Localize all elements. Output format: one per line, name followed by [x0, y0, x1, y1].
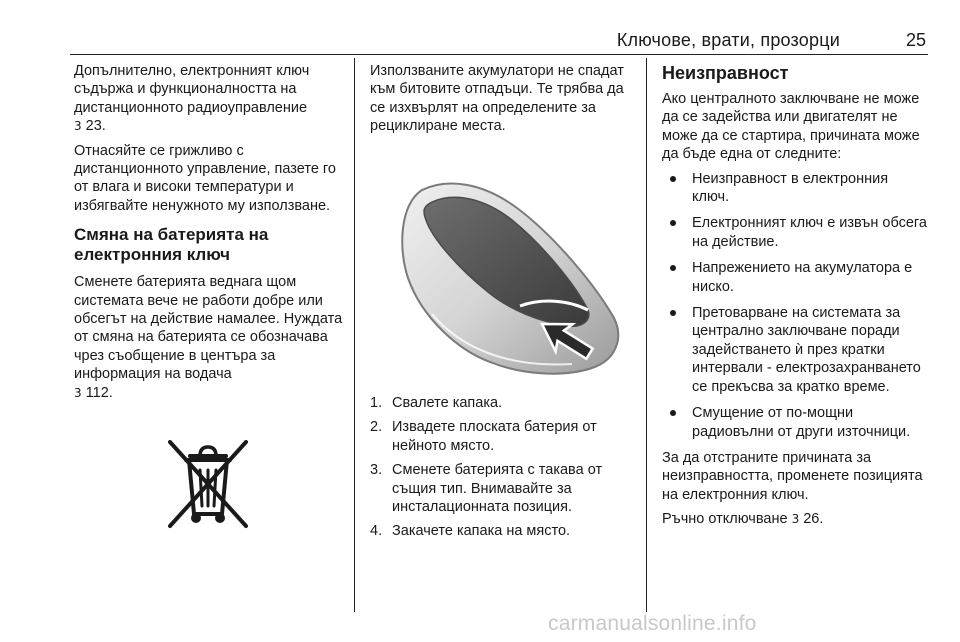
reference-arrow-icon: 3	[791, 512, 800, 527]
reference-arrow-icon: 3	[74, 385, 82, 400]
section-heading-battery: Смяна на батерията на електронния ключ	[74, 225, 269, 265]
page-reference-link[interactable]: 23.	[85, 118, 106, 135]
bullet-icon	[670, 265, 676, 271]
page-reference-link[interactable]: 112.	[85, 384, 113, 401]
list-item: 1. Свалете капака.	[370, 395, 503, 411]
list-item: 2. Извадете плоската батерия от нейното място.	[370, 419, 597, 454]
page-header	[70, 24, 928, 54]
reference-arrow-icon: 3	[74, 119, 82, 134]
list-item: 3. Сменете батерията с такава от същия тип. Внимавайте за инсталационната позиция.	[370, 462, 603, 516]
page-reference-link[interactable]: 26.	[803, 511, 824, 528]
page-title: Ключове, врати, прозорци	[616, 30, 840, 50]
bullet-icon	[670, 410, 676, 416]
replacement-steps-list	[370, 394, 636, 541]
paragraph-care: Отнасяйте се грижливо с дистанционното управление, пазете го от влага и високи температури и избягвайте ненужното му използване.	[74, 142, 336, 214]
paragraph-manual-unlock: Ръчно отключване 3 26.	[662, 511, 824, 528]
page-number: 25	[905, 30, 926, 50]
paragraph-remedy: За да отстраните причината за неизправността, променете позицията на електронния ключ.	[662, 449, 923, 503]
paragraph-malfunction-intro: Ако централното заключване не може да се задейства или двигателят не може да се стартира, причината може да бъде една от следните:	[662, 91, 920, 163]
list-item: Неизправност в електронния ключ.	[662, 170, 928, 207]
watermark: carmanualsonline.info	[548, 612, 757, 635]
causes-list	[662, 170, 928, 441]
section-heading-malfunction: Неизправност	[662, 63, 789, 83]
paragraph-disposal: Използваните акумулатори не спадат към битовите отпадъци. Те трябва да се изхвърлят на определените за рециклиране места.	[370, 63, 624, 135]
electronic-key-illustration	[392, 178, 632, 383]
column-3	[662, 62, 928, 535]
paragraph-battery-replace: Сменете батерията веднага щом системата вече не работи добре или обсегът на действие намалее. Нуждата от смяна на батерията се обозначава чрез съобщение в центъра за информация на водача 3 112.	[74, 274, 343, 401]
bullet-icon	[670, 220, 676, 226]
crossed-out-wheelie-bin-icon	[156, 430, 260, 534]
list-item: 4. Закачете капака на място.	[370, 523, 571, 540]
list-item: Претоварване на системата за централно заключване поради задействането ѝ през кратки интервали - електрозахранването се прекъсва за кратко време.	[662, 304, 928, 396]
list-item: Електронният ключ е извън обсега на действие.	[662, 214, 928, 251]
bullet-icon	[670, 176, 676, 182]
column-1	[74, 62, 344, 408]
paragraph-remote-function: Допълнително, електронният ключ съдържа и функционалността на дистанционното радиоуправление 3 23.	[74, 63, 310, 135]
column-divider-1	[354, 58, 355, 612]
list-item: Смущение от по-мощни радиовълни от други източници.	[662, 404, 928, 441]
list-item: Напрежението на акумулатора е ниско.	[662, 259, 928, 296]
column-2	[370, 62, 636, 142]
bullet-icon	[670, 310, 676, 316]
steps-container	[370, 388, 636, 547]
header-rule	[70, 54, 928, 55]
column-divider-2	[646, 58, 647, 612]
